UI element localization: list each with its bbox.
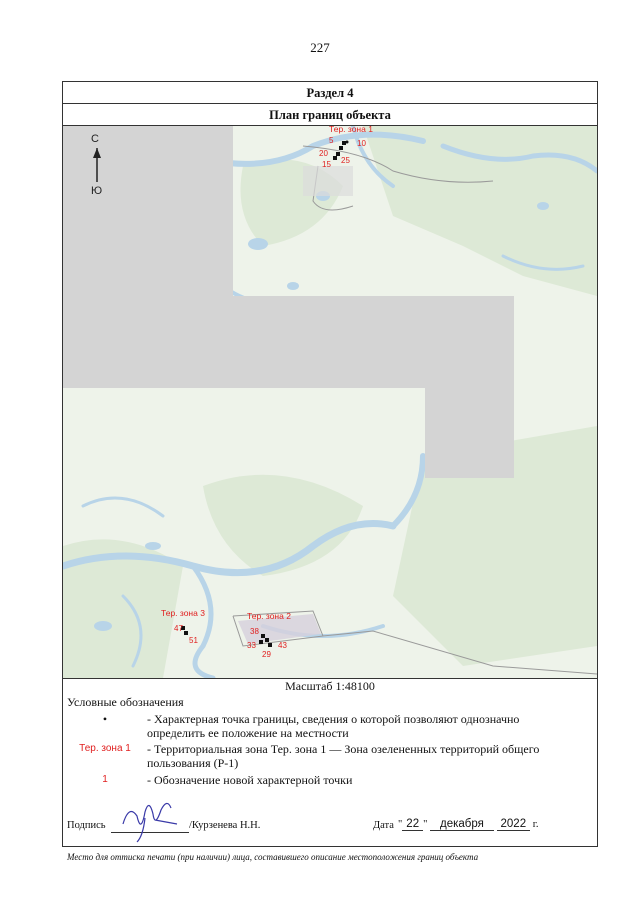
plan-title: План границ объекта [63,104,597,126]
legend-text: - Территориальная зона Тер. зона 1 — Зона озелененных территорий общего пользования (Р-1) [147,742,540,770]
zone-1-label: Тер. зона 1 [329,126,373,134]
legend-text: - Характерная точка границы, сведения о которой позволяют однозначно определить ее положение на местности [147,712,520,740]
settlement-north [303,166,353,196]
signatory-name: /Курзенева Н.Н. [189,820,261,831]
date-year: 2022 [497,818,531,831]
compass-north: С [91,133,99,145]
date-month: декабря [430,818,494,831]
point-label: 51 [189,636,198,645]
map-scale: Масштаб 1:48100 [285,679,375,693]
legend-symbol-dot: • [102,712,108,726]
section-title: Раздел 4 [63,82,597,104]
date-day: 22 [402,818,423,831]
point-label: 15 [322,160,331,169]
page-number: 227 [310,40,330,55]
point-label: 38 [250,627,259,636]
legend-symbol-number: 1 [102,774,108,785]
point-label: 33 [247,641,256,650]
legend-title: Условные обозначения [67,695,184,709]
stamp-place-note: Место для оттиска печати (при наличии) лица, составившего описание местоположения границ объекта [67,852,479,862]
boundary-map [63,126,597,679]
zone-3-label: Тер. зона 3 [161,608,205,618]
point-label: 43 [278,641,287,650]
point-label: 10 [357,139,366,148]
document-frame: Раздел 4 План границ объекта С Ю Тер. зона 1 5 10 20 15 25 Тер. зона 3 47 51 Тер. зона 2 38 33 43 29 Масштаб 1:48100 Условные обозначения • - Характерная точка границы, сведения о которой позволяют однозначно определить ее положение на местности Тер. зона 1 - Территориальная зона Тер. зона 1 — Зона озелененных территорий общего пользования (Р-1) 1 - Обозначение новой характерной точки Подпись /Курзенева Н.Н. Дата " 22 " декабря 2022 г. Место для оттиска печати (при наличии) лица, составившего описание местоположения границ объекта [62,81,598,847]
point-label: 20 [319,149,328,158]
compass-south: Ю [91,185,103,197]
point-label: 5 [329,136,334,145]
legend-symbol-zone: Тер. зона 1 [79,743,131,754]
handwritten-signature [115,794,185,844]
signature-label: Подпись [67,820,106,831]
date-label: Дата [373,820,394,831]
point-label: 29 [262,650,271,659]
date-year-suffix: г. [532,819,539,830]
legend-text: - Обозначение новой характерной точки [147,773,353,787]
point-label: 47 [174,624,183,633]
zone-2-label: Тер. зона 2 [247,611,291,621]
point-label: 25 [341,156,350,165]
